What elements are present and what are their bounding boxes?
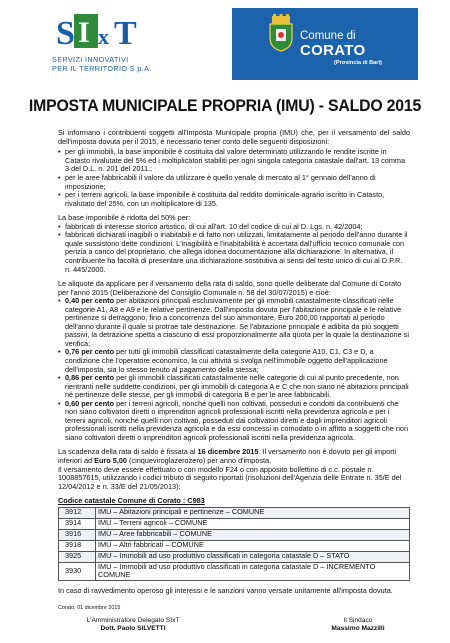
rate-item	[58, 348, 410, 374]
document-title: IMPOSTA MUNICIPALE PROPRIA (IMU) - SALDO 2015	[28, 96, 422, 115]
reduction-list	[58, 223, 410, 274]
header	[0, 0, 450, 84]
rate-text: per abitazioni principali esclusivamente per gli immobili catastalmente classificati nelle categorie A1, A8 e A9 e le relative pertinenze. Dall'imposta dovuta per l'abitazione principale e le relative pertinenze si detraggono, fino a concorrenza del suo ammontare, Euro 200,00 rapportati al periodo dell'anno durante il quale si protrae tale destinazione. Se l'abitazione principale è adibita da più soggetti passivi, la detrazione spetta a ciascuno di essi proporzionalmente alla quota per la quale la destinazione si verifica;	[65, 296, 409, 348]
payment-paragraph: Il versamento deve essere effettuato o con modello F24 o con apposito bollettino di c.c. postale n. 1008857615, utilizzando i codici tributo di seguito riportati (risoluzioni dell'Agenzia delle Entrate n. 35/E del 12/04/2012 e n. 33/E del 21/05/2013):	[58, 464, 402, 491]
svg-text:S: S	[56, 15, 75, 52]
code-cell: 3916	[59, 529, 96, 540]
deadline-date: 16 dicembre 2015	[197, 447, 259, 457]
deadline-mid: . Il versamento non è dovuto per gli importi inferiori ad	[58, 447, 397, 465]
deadline-pre: La scadenza della rata di saldo è fissata al	[58, 447, 198, 457]
intro-paragraph: Si informano i contribuenti soggetti all'Imposta Municipale propria (IMU) che, per il versamento del saldo dell'imposta dovuta per il 2015, è necessario tener conto delle seguenti disposizioni:	[58, 128, 410, 146]
sixt-company-name	[52, 56, 202, 73]
svg-text:I: I	[78, 16, 90, 49]
reduction-bullet: • fabbricati dichiarati inagibili o inabitabili e di fatto non utilizzati, limitatamente al periodo dell'anno durante il quale sussistono dette condizioni. L'inagibilità e l'inabitabilità è accertata dall'ufficio tecnico comunale con perizia a carico del proprietario, che allega idonea documentazione alla dichiarazione. In alternativa, il contribuente ha facoltà di presentare una dichiarazione sostitutiva ai sensi del testo unico di cui al D.P.R. n. 445/2000.	[58, 231, 410, 274]
right-name: Massimo Mazzilli	[331, 625, 385, 632]
document-date: Corato, 01 dicembre 2015	[58, 605, 121, 611]
comune-banner	[232, 8, 418, 80]
svg-text:x: x	[98, 24, 109, 49]
rate-item	[58, 297, 410, 348]
company-line-1: SERVIZI INNOVATIVI	[52, 55, 129, 64]
code-cell: 3918	[59, 540, 96, 551]
rate-item	[58, 374, 410, 400]
signature-right	[318, 617, 398, 633]
deadline-post: (cinqueviroglazerozero) per anno d'imposta.	[126, 455, 272, 465]
rate-value: 0,86 per cento	[65, 373, 115, 383]
code-cell: 3930	[59, 562, 96, 580]
rate-text: per tutti gli immobili classificati catastalmente della categorie A10, C1, C3 e D, a condizione che l'operatore economico, la cui attività si svolga nell'immobile oggetto dell'applicazione dell'imposta, sia lo stesso tenuto al pagamento della stessa;	[65, 347, 388, 374]
deadline-amount: Euro 5,00	[94, 455, 127, 465]
svg-text:T: T	[114, 15, 137, 52]
codes-title: Codice catastale Comune di Corato : C983	[58, 496, 205, 506]
table-row	[59, 518, 410, 529]
rate-value: 0,76 per cento	[65, 347, 115, 357]
comune-name: CORATO	[300, 42, 366, 59]
rate-text: per i terreni agricoli, nonché quelli non coltivati, posseduti e condotti da contribuenti che non siano coltivatori diretti o imprenditori agricoli professionali iscritti nella previdenza agricola e per i terreni agricoli, nonché quelli non coltivati, posseduti dai coltivatori diretti e dagli imprenditori agricoli professionali iscritti nella previdenza agricola e da essi concessi in comodato o in affitto a soggetti che non siano coltivatori diretti o imprenditori agricoli professionali iscritti nella previdenza agricola.	[65, 398, 409, 442]
comune-text	[300, 30, 416, 67]
reduction-bullet: • fabbricati di interesse storico artistico, di cui all'art. 10 del codice di cui al D. Lgs. n. 42/2004;	[58, 223, 410, 232]
table-row	[59, 540, 410, 551]
desc-cell: IMU – Altri fabbricati – COMUNE	[96, 540, 410, 551]
desc-cell: IMU – Immobili ad uso produttivo classificati in categoria catastale D – INCREMENTO COMUNE	[96, 562, 410, 580]
desc-cell: IMU – Abitazioni principali e pertinenze – COMUNE	[96, 507, 410, 518]
intro-list	[58, 148, 410, 208]
comune-di-label: Comune di	[300, 30, 356, 42]
intro-bullet: • per le aree fabbricabili il valore da utilizzare è quello venale di mercato al 1° gennaio dell'anno di imposizione;	[58, 174, 410, 191]
reduction-intro: La base imponibile è ridotta del 50% per:	[58, 213, 191, 223]
right-role: Il Sindaco	[343, 617, 373, 624]
rates-intro: Le aliquote da applicare per il versamento della rata di saldo, sono quelle deliberate dal Comune di Corato per l'anno 2015 (Deliberazione del Consiglio Comunale n. 58 del 30/07/2015) e cioè:	[58, 279, 402, 297]
desc-cell: IMU – Aree fabbricabili – COMUNE	[96, 529, 410, 540]
document-body	[58, 129, 410, 598]
table-row	[59, 507, 410, 518]
sixt-logo	[54, 12, 164, 52]
coat-of-arms-icon	[266, 14, 296, 52]
rate-value: 0,60 per cento	[65, 398, 115, 408]
intro-bullet: • per i terreni agricoli, la base imponibile è costituita dal reddito dominicale agrario iscritto in Catasto, rivalutato del 25%, con un moltiplicatore di 135.	[58, 191, 410, 208]
desc-cell: IMU – Terreni agricoli – COMUNE	[96, 518, 410, 529]
closing-paragraph: In caso di ravvedimento operoso gli interessi e le sanzioni vanno versate unitamente all'imposta dovuta.	[58, 585, 393, 595]
table-row	[59, 562, 410, 580]
code-cell: 3912	[59, 507, 96, 518]
company-line-2: PER IL TERRITORIO S.p.A.	[52, 63, 152, 73]
signature-left	[58, 617, 208, 633]
intro-bullet: • per gli immobili, la base imponibile è costituita dal valore determinato utilizzando le rendite iscritte in Catasto rivalutate del 5% ed i moltiplicatori stabiliti per ogni singola categoria catastale dall'art. 13 comma 3 del D.L. n. 201 del 2011.;	[58, 148, 410, 174]
left-name: Dott. Paolo SILVETTI	[100, 625, 166, 632]
rate-value: 0,40 per cento	[65, 296, 115, 306]
deadline-paragraph	[58, 448, 410, 465]
code-cell: 3914	[59, 518, 96, 529]
code-cell: 3925	[59, 551, 96, 562]
tax-codes-table	[58, 507, 410, 581]
desc-cell: IMU – Immobili ad uso produttivo classificati in categoria catastale D – STATO	[96, 551, 410, 562]
rate-item	[58, 400, 410, 443]
rate-text: per gli immobili classificati catastalmente nelle categorie di cui al punto precedente, non rientranti nelle suddette condizioni, per gli immobili di categoria A e C che non siano né abitazioni principali né pertinenze delle stesse, per gli immobili di categoria B e per le aree fabbricabili.	[65, 373, 409, 400]
left-role: L'Amministratore Delegato SIxT	[86, 617, 180, 624]
rates-list	[58, 297, 410, 442]
provincia-label: (Provincia di Bari)	[334, 60, 382, 66]
table-row	[59, 529, 410, 540]
table-row	[59, 551, 410, 562]
